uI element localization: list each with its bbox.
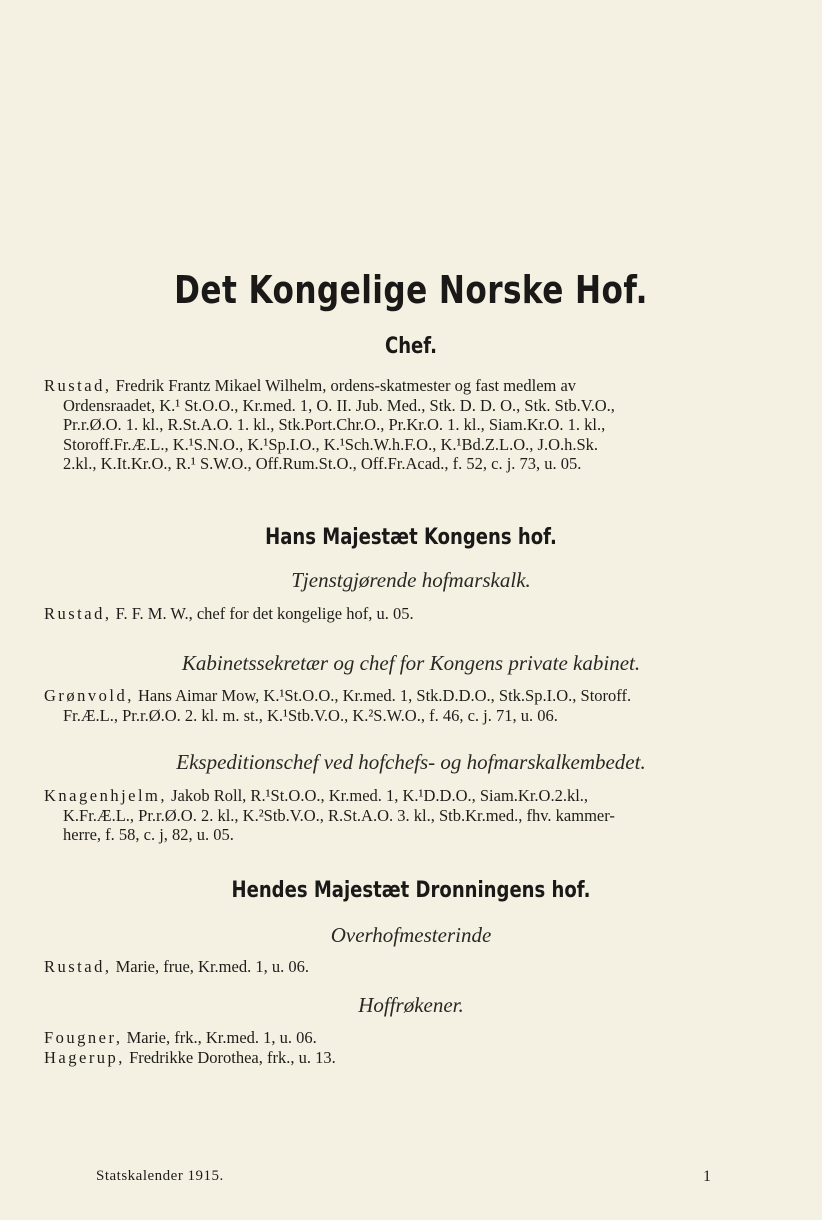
entry-line: K.Fr.Æ.L., Pr.r.Ø.O. 2. kl., K.²Stb.V.O., R.St.A.O. 3. kl., Stb.Kr.med., fhv. kammer- (63, 805, 615, 825)
entry-ekspeditionschef (44, 786, 784, 845)
entry-surname: Rustad, (44, 957, 112, 976)
entry-line: herre, f. 58, c. j, 82, u. 05. (63, 825, 234, 844)
entry-surname: Rustad, (44, 376, 112, 395)
entry-line: Rustad, Fredrik Frantz Mikael Wilhelm, ordens-skatmester og fast medlem av (44, 376, 577, 395)
subheading-kabinetssekretaer: Kabinetssekretær og chef for Kongens private kabinet. (181, 651, 641, 675)
entry-line: Pr.r.Ø.O. 1. kl., R.St.A.O. 1. kl., Stk.Port.Chr.O., Pr.Kr.O. 1. kl., Siam.Kr.O. 1. kl., (63, 415, 606, 434)
entry-line: Fougner, Marie, frk., Kr.med. 1, u. 06. (44, 1028, 317, 1047)
section-heading-chef: Chef. (384, 334, 438, 359)
entry-line: Grønvold, Hans Aimar Mow, K.¹St.O.O., Kr.med. 1, Stk.D.D.O., Stk.Sp.I.O., Storoff. (44, 686, 632, 705)
entry-line: Rustad, Marie, frue, Kr.med. 1, u. 06. (44, 957, 309, 976)
entry-line: Knagenhjelm, Jakob Roll, R.¹St.O.O., Kr.med. 1, K.¹D.D.O., Siam.Kr.O.2.kl., (44, 786, 589, 805)
page-title: Det Kongelige Norske Hof. (174, 268, 648, 312)
subheading-hofmarskalk: Tjenstgjørende hofmarskalk. (291, 568, 531, 592)
subheading-hoffrokener: Hoffrøkener. (358, 993, 464, 1017)
entry-line: Storoff.Fr.Æ.L., K.¹S.N.O., K.¹Sp.I.O., K.¹Sch.W.h.F.O., K.¹Bd.Z.L.O., J.O.h.Sk. (63, 434, 599, 454)
entry-kabinetssekretaer (44, 686, 784, 725)
section-heading-dronningens-hof: Hendes Majestæt Dronningens hof. (231, 878, 591, 903)
page-number: 1 (703, 1168, 711, 1185)
entry-list-hoffrokener (44, 1028, 784, 1067)
entry-surname: Fougner, (44, 1028, 123, 1047)
entry-line: Rustad, F. F. M. W., chef for det kongelige hof, u. 05. (44, 604, 414, 623)
entry-hofmarskalk (44, 604, 784, 624)
footer-publication: Statskalender 1915. (96, 1168, 224, 1184)
entry-overhofmesterinde (44, 957, 784, 977)
section-heading-kongens-hof: Hans Majestæt Kongens hof. (265, 525, 557, 550)
entry-line: 2.kl., K.It.Kr.O., R.¹ S.W.O., Off.Rum.St.O., Off.Fr.Acad., f. 52, c. j. 73, u. 05. (63, 454, 582, 473)
entry-surname: Hagerup, (44, 1047, 125, 1067)
entry-line: Fr.Æ.L., Pr.r.Ø.O. 2. kl. m. st., K.¹Stb.V.O., K.²S.W.O., f. 46, c. j. 71, u. 06. (63, 705, 558, 725)
entry-line: Ordensraadet, K.¹ St.O.O., Kr.med. 1, O. II. Jub. Med., Stk. D. D. O., Stk. Stb.V.O., (63, 395, 615, 415)
entry-line: Hagerup, Fredrikke Dorothea, frk., u. 13. (44, 1047, 336, 1067)
subheading-ekspeditionschef: Ekspeditionschef ved hofchefs- og hofmarskalkembedet. (176, 750, 646, 774)
subheading-overhofmesterinde: Overhofmesterinde (330, 923, 492, 947)
entry-chef-rustad (44, 376, 784, 474)
entry-surname: Knagenhjelm, (44, 786, 168, 805)
entry-surname: Rustad, (44, 604, 112, 623)
entry-surname: Grønvold, (44, 686, 134, 705)
